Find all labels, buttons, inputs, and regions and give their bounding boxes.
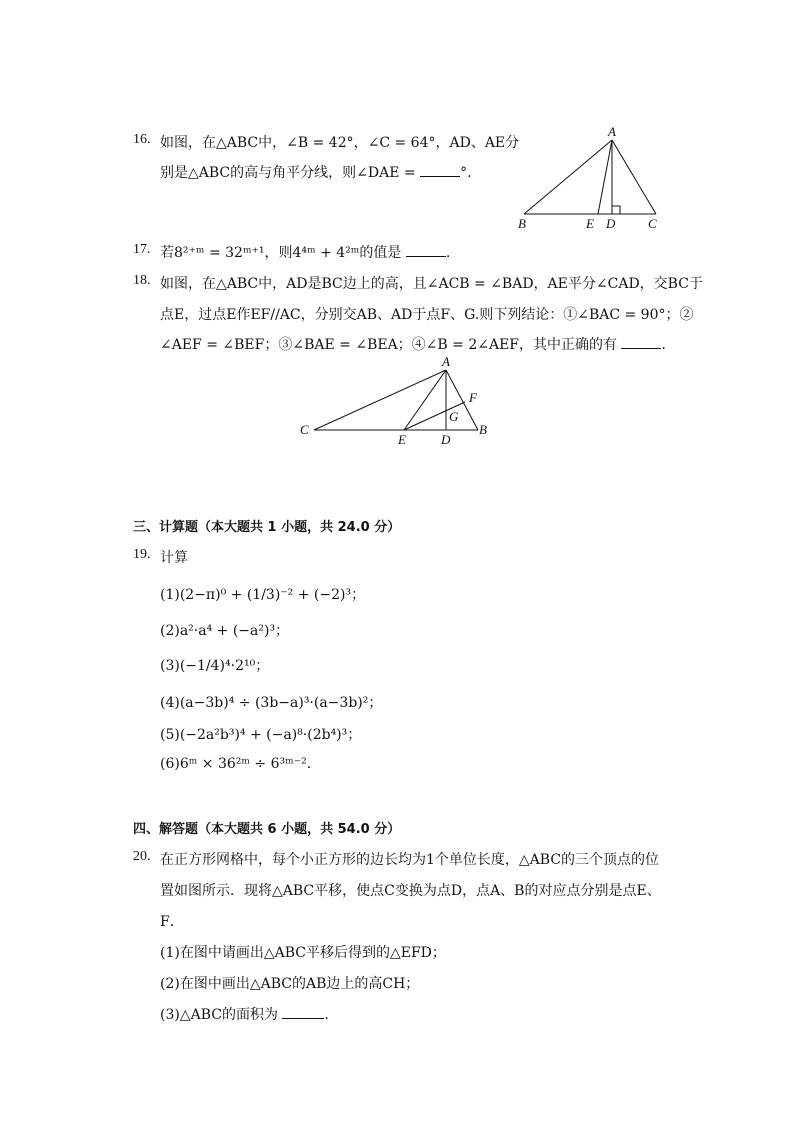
q20-line2: 置如图所示．现将△ABC平移，使点C变换为点D，点A、B的对应点分别是点E、 — [160, 883, 661, 899]
q16-line2 — [160, 162, 472, 182]
q16-label-b: B — [518, 216, 526, 231]
q18-label-c: C — [300, 422, 309, 437]
q19-item-5: (5)(−2a²b³)⁴ + (−a)⁸·(2b⁴)³； — [160, 727, 362, 743]
q20-number: 20. — [133, 849, 151, 864]
q16-number: 16. — [133, 132, 151, 147]
q18-label-f: F — [469, 390, 477, 405]
q17-text: 若8²⁺ᵐ = 32ᵐ⁺¹，则4⁴ᵐ + 4²ᵐ的值是 — [160, 245, 402, 261]
q20-sub3 — [160, 1004, 329, 1024]
q19-item-2: (2)a²·a⁴ + (−a²)³； — [160, 623, 290, 639]
q17-end: . — [445, 245, 451, 261]
q17-number: 17. — [133, 242, 151, 257]
q16-line1: 如图，在△ABC中，∠B = 42°，∠C = 64°，AD、AE分 — [160, 135, 520, 151]
q20-sub3-end: . — [324, 1007, 329, 1023]
q19-item-4: (4)(a−3b)⁴ ÷ (3b−a)³·(a−3b)²； — [160, 695, 383, 711]
q16-side-ac — [612, 140, 656, 214]
q18-answer-blank[interactable] — [621, 334, 661, 349]
q18-line3-text: ∠AEF = ∠BEF；③∠BAE = ∠BEA；④∠B = 2∠AEF，其中正确的有 — [160, 337, 618, 353]
q20-line3: F． — [160, 914, 184, 930]
q16-line2-end: °. — [460, 165, 472, 181]
q20-sub1: (1)在图中请画出△ABC平移后得到的△EFD； — [160, 945, 446, 961]
q16-answer-blank[interactable] — [420, 162, 460, 177]
q18-label-a: A — [442, 354, 450, 369]
q16-label-d: D — [606, 216, 616, 231]
q18-line3-end: ． — [661, 337, 676, 353]
q20-sub3-text: (3)△ABC的面积为 — [160, 1007, 278, 1023]
q19-item-1: (1)(2−π)⁰ + (1/3)⁻² + (−2)³； — [160, 587, 366, 603]
q16-triangle-figure — [510, 124, 670, 234]
q18-number: 18. — [133, 273, 151, 288]
q19-number: 19. — [133, 547, 151, 562]
q16-label-a: A — [608, 124, 616, 139]
q16-line2-text: 别是△ABC的高与角平分线，则∠DAE = — [160, 165, 416, 181]
q19-item-6: (6)6ᵐ × 36²ᵐ ÷ 6³ᵐ⁻². — [160, 756, 312, 772]
q20-line1: 在正方形网格中，每个小正方形的边长均为1个单位长度，△ABC的三个顶点的位 — [160, 852, 660, 868]
q18-line1: 如图，在△ABC中，AD是BC边上的高，且∠ACB = ∠BAD，AE平分∠CAD，交BC于 — [160, 276, 703, 292]
q18-label-e: E — [398, 432, 406, 447]
q16-label-e: E — [586, 216, 594, 231]
q18-label-g: G — [449, 409, 459, 424]
q16-label-c: C — [648, 216, 657, 231]
q16-side-ab — [524, 140, 612, 214]
q18-line3 — [160, 334, 675, 354]
q18-side-ca — [314, 370, 446, 430]
q16-bisector-ae — [598, 140, 612, 214]
q18-triangle-figure — [296, 354, 496, 449]
q20-sub2: (2)在图中画出△ABC的AB边上的高CH； — [160, 976, 420, 992]
q17-answer-blank[interactable] — [406, 242, 446, 257]
q18-line2: 点E，过点E作EF//AC，分别交AB、AD于点F、G.则下列结论：①∠BAC = 90°；② — [160, 307, 694, 323]
q17-line — [160, 242, 450, 262]
q18-label-b: B — [479, 422, 487, 437]
q19-item-3: (3)(−1/4)⁴·2¹⁰； — [160, 658, 270, 674]
q18-label-d: D — [441, 432, 451, 447]
q20-answer-blank[interactable] — [282, 1004, 324, 1019]
section-3-heading: 三、计算题（本大题共 1 小题，共 24.0 分） — [133, 520, 401, 535]
q16-right-angle-mark — [612, 206, 620, 214]
section-4-heading: 四、解答题（本大题共 6 小题，共 54.0 分） — [133, 822, 401, 837]
q19-title: 计算 — [160, 550, 188, 566]
